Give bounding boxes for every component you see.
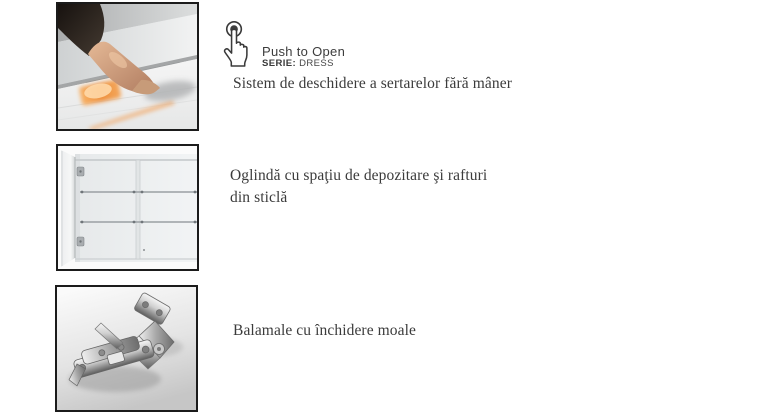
mirror-cabinet-photo [56,144,199,271]
tap-finger-icon-art [219,20,250,67]
soft-close-hinges-photo [55,285,198,412]
push-to-open-drawer-photo [56,2,199,131]
feature-description-drawers: Sistem de deschidere a sertarelor fără mâner [233,75,512,92]
cabinet-photo-art [58,146,197,269]
serie-value: DRESS [299,58,334,69]
serie-line [262,58,334,69]
feature-description-hinges: Balamale cu închidere moale [233,322,417,339]
push-to-open-icon [219,20,250,69]
push-to-open-label: Push to Open [262,44,346,59]
hinges-photo-art [57,287,196,410]
feature-description-mirror: Oglindă cu spaţiu de depozitare şi rafturi din sticlă [230,167,488,206]
drawer-photo-art [58,4,197,129]
serie-label: SERIE: [262,58,297,69]
